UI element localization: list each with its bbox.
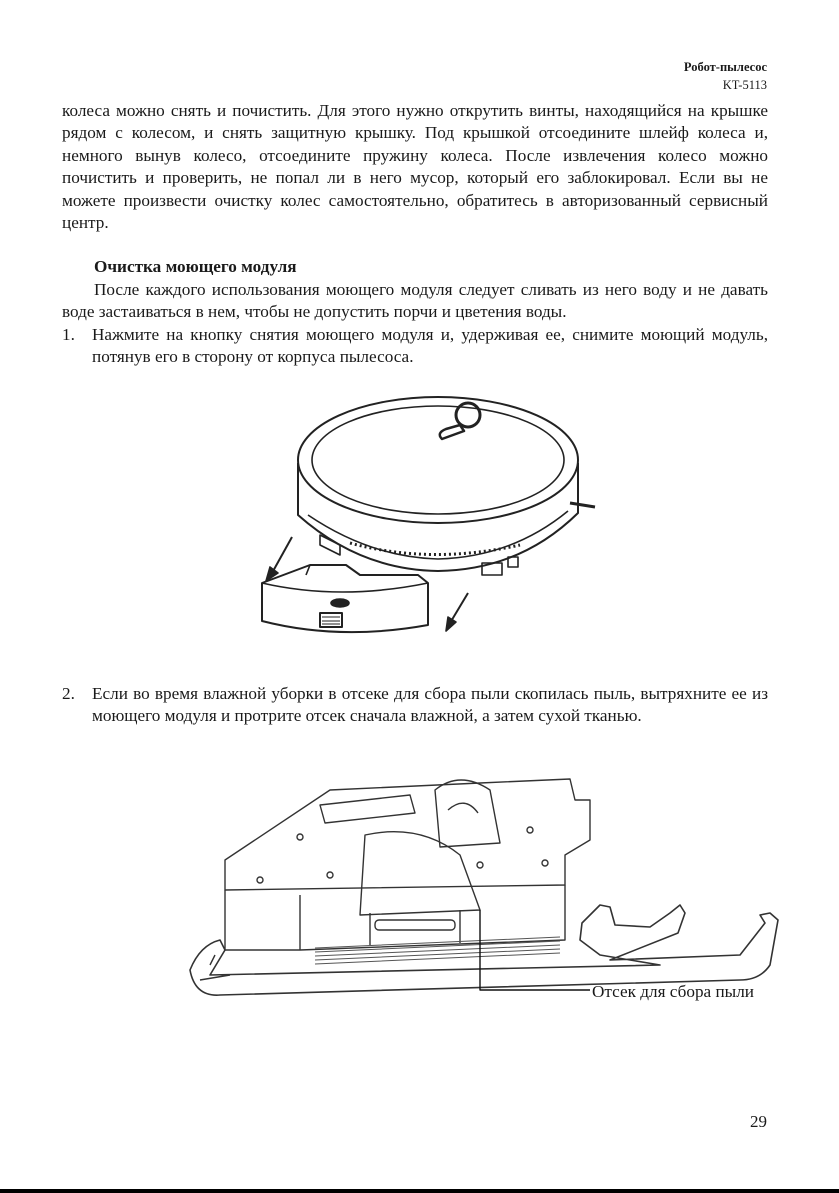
paragraph-wheel-cleaning: колеса можно снять и почистить. Для этого нужно открутить винты, находящийся на крышке рядом с колесом, и снять защитную крышку. Под крышкой отсоедините шлейф колеса и, немного вынув колесо, отсоедините пружину колеса. После извлечения колесо можно почистить и проверить, не попал ли в него мусор, который его заблокировал. Если вы не можете произвести очистку колес самостоятельно, обратитесь в авторизованный сервисный центр. xyxy=(62,101,768,233)
dust-compartment-callout: Отсек для сбора пыли xyxy=(592,982,754,1001)
header-model: KT-5113 xyxy=(722,78,767,92)
header-product: Робот-пылесос xyxy=(683,60,767,74)
list-text: Нажмите на кнопку снятия моющего модуля и, удерживая ее, снимите моющий модуль, потянув его в сторону от корпуса пылесоса. xyxy=(92,324,768,367)
section-intro: После каждого использования моющего модуля следует сливать из него воду и не давать воде застаиваться в нем, чтобы не допустить порчи и цветения воды. xyxy=(62,279,768,322)
list-item-step-2 xyxy=(62,683,768,728)
list-number: 1. xyxy=(62,324,75,344)
list-number: 2. xyxy=(62,684,75,703)
body-text xyxy=(62,100,768,368)
bottom-rule xyxy=(0,1189,839,1193)
body-text-step-2 xyxy=(62,683,768,728)
page-number: 29 xyxy=(750,1112,767,1131)
running-header xyxy=(684,58,767,94)
section-title: Очистка моющего модуля xyxy=(94,257,297,277)
list-text: Если во время влажной уборки в отсеке для сбора пыли скопилась пыль, вытряхните ее из моющего модуля и протрите отсек сначала влажной, а затем сухой тканью. xyxy=(92,684,768,726)
robot-vacuum-module-removal-illustration xyxy=(250,395,600,660)
list-item-step-1 xyxy=(62,324,768,369)
